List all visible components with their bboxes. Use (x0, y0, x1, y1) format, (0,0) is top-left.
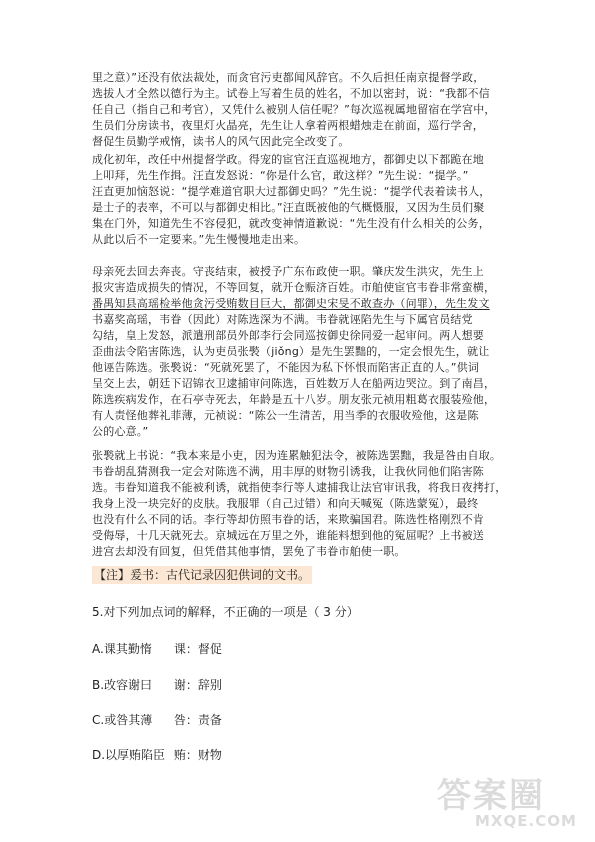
text-line: 督促生员勤学戒惰，读书人的风气因此完全改变了。 (92, 135, 350, 148)
option-gloss: 贿：财物 (173, 748, 222, 762)
text-line: 任自己（指自己和考官），又凭什么被别人信任呢？”每次巡视属地留宿在学宫中， (92, 103, 496, 116)
text-line: 呈交上去，朝廷下诏锦衣卫逮捕审问陈选，百姓数万人在船两边哭泣。到了南昌， (92, 377, 496, 390)
text-line: 汪直更加恼怒说：“提学难道官职大过都御史吗？”先生说：“提学代表着读书人， (92, 185, 491, 198)
underlined-text-line: 番禺知县高瑶检举他贪污受贿数目巨大，都御史宋旻不敢查办（问罪），先生发文 (92, 297, 490, 310)
text-line: 是士子的表率，不可以与都御史相比。”汪直既被他的气概慑服，又因为生员们聚 (92, 201, 485, 214)
passage-4 (92, 448, 520, 560)
option-word: D.以厚贿陷臣 (92, 748, 166, 762)
option-d[interactable] (92, 746, 222, 764)
option-word: C.或咎其薄 (92, 713, 153, 727)
site-watermark (437, 768, 587, 834)
text-line: 勾结，皇上发怒，派遣刑部员外郎李行会同巡按御史徐同爱一起审问。两人想要 (92, 329, 484, 342)
text-segment: 选拔人才全然以德行为主。试卷上写着生员的姓名，不加以密封，说：“我都不信 (92, 87, 490, 100)
text-line: 进宫去却没有回复，但凭借其他事情，罢免了韦眷市舶使一职。 (92, 545, 406, 558)
text-line: 张褧就上书说：“我本来是小吏，因为连累触犯法令，被陈选罢黜，我是咎由自取。 (92, 449, 502, 462)
question-title: 5.对下列加点词的解释，不正确的一项是（ 3 分） (92, 605, 359, 619)
text-line: 我身上没一块完好的皮肤。我服罪（自己过错）和向天喊冤（陈选蒙冤），最终 (92, 497, 479, 510)
text-line: 母亲死去回去奔丧。守丧结束，被授予广东布政使一职。肇庆发生洪灾，先生上 (92, 265, 484, 278)
option-a[interactable] (92, 640, 222, 658)
option-c[interactable] (92, 711, 222, 729)
option-gloss: 谢：辞别 (173, 678, 222, 692)
option-gloss: 课：督促 (173, 642, 222, 656)
passage-3 (92, 264, 520, 440)
text-line: 他诬告陈选。张褧说：“死就死罢了，不能因为私下怀恨而陷害正直的人。”供词 (92, 361, 480, 374)
text-line (92, 86, 520, 102)
text-line: 成化初年，改任中州提督学政。得宠的宦官汪直巡视地方，都御史以下都跪在地 (92, 153, 484, 166)
text-line: 有人责怪他葬礼菲薄，元祯说：“陈公一生清苦，用当季的衣服收殓他，这是陈 (92, 409, 479, 422)
text-line: 生员们分房读书，夜里灯火晶亮，先生让人拿着两根蜡烛走在前面，巡行学舍， (92, 119, 484, 132)
option-word: B.改容谢曰 (92, 678, 153, 692)
text-line: 集在门外，知道先生不容侵犯，就改变神情道歉说：“先生没有什么相关的公务， (92, 217, 490, 230)
text-line: 歪曲法令陷害陈选，认为吏员张褧（jiǒng）是先生罢黜的，一定会恨先生，就让 (92, 345, 490, 358)
watermark-url-text: MXQE.COM (475, 812, 577, 830)
text-line: 从此以后不一定要来。”先生慢慢地走出来。 (92, 233, 306, 246)
option-b[interactable] (92, 676, 222, 694)
text-line: 选。韦眷知道我不能被利诱，就指使李行等人逮捕我让法官审讯我，将我日夜拷打， (92, 481, 507, 494)
text-line: 也没有什么不同的话。李行等却仿照韦眷的话，来欺骗国君。陈选性格刚烈不肯 (92, 513, 484, 526)
text-line: 报灾害造成损失的情况，不等回复，就开仓赈济百姓。市舶使宦官韦眷非常蛮横， (92, 281, 496, 294)
text-line: 陈选疾病发作，在石亭寺死去，年龄是五十八岁。朋友张元祯用粗葛衣服装殓他， (92, 393, 496, 406)
option-gloss: 咎：责备 (173, 713, 222, 727)
text-line: 上叩拜，先生作揖。汪直发怒说：“你是什么官，敢这样？”先生说：“提学。” (92, 169, 469, 182)
annotation-note: 【注】爰书：古代记录囚犯供词的文书。 (94, 568, 311, 582)
text-line: 公的心意。” (92, 425, 149, 438)
passage-1 (92, 70, 520, 150)
option-word: A.课其勤惰 (92, 642, 152, 656)
text-line: 韦眷胡乱猜测我一定会对陈选不满，用丰厚的财物引诱我，让我伙同他们陷害陈 (92, 465, 484, 478)
text-line: 书嘉奖高瑶，韦眷（因此）对陈选深为不满。韦眷就诬陷先生与下属官员结党 (92, 313, 473, 326)
text-line: 里之意）”还没有依法裁处，而贪官污吏都闻风辞官。不久后担任南京提督学政， (92, 71, 485, 84)
text-line: 受侮辱，十几天就死去。京城远在万里之外，谁能料想到他的冤屈呢？上书被送 (92, 529, 484, 542)
watermark-logo-text: 答案圈 (437, 776, 545, 816)
passage-2 (92, 152, 520, 248)
